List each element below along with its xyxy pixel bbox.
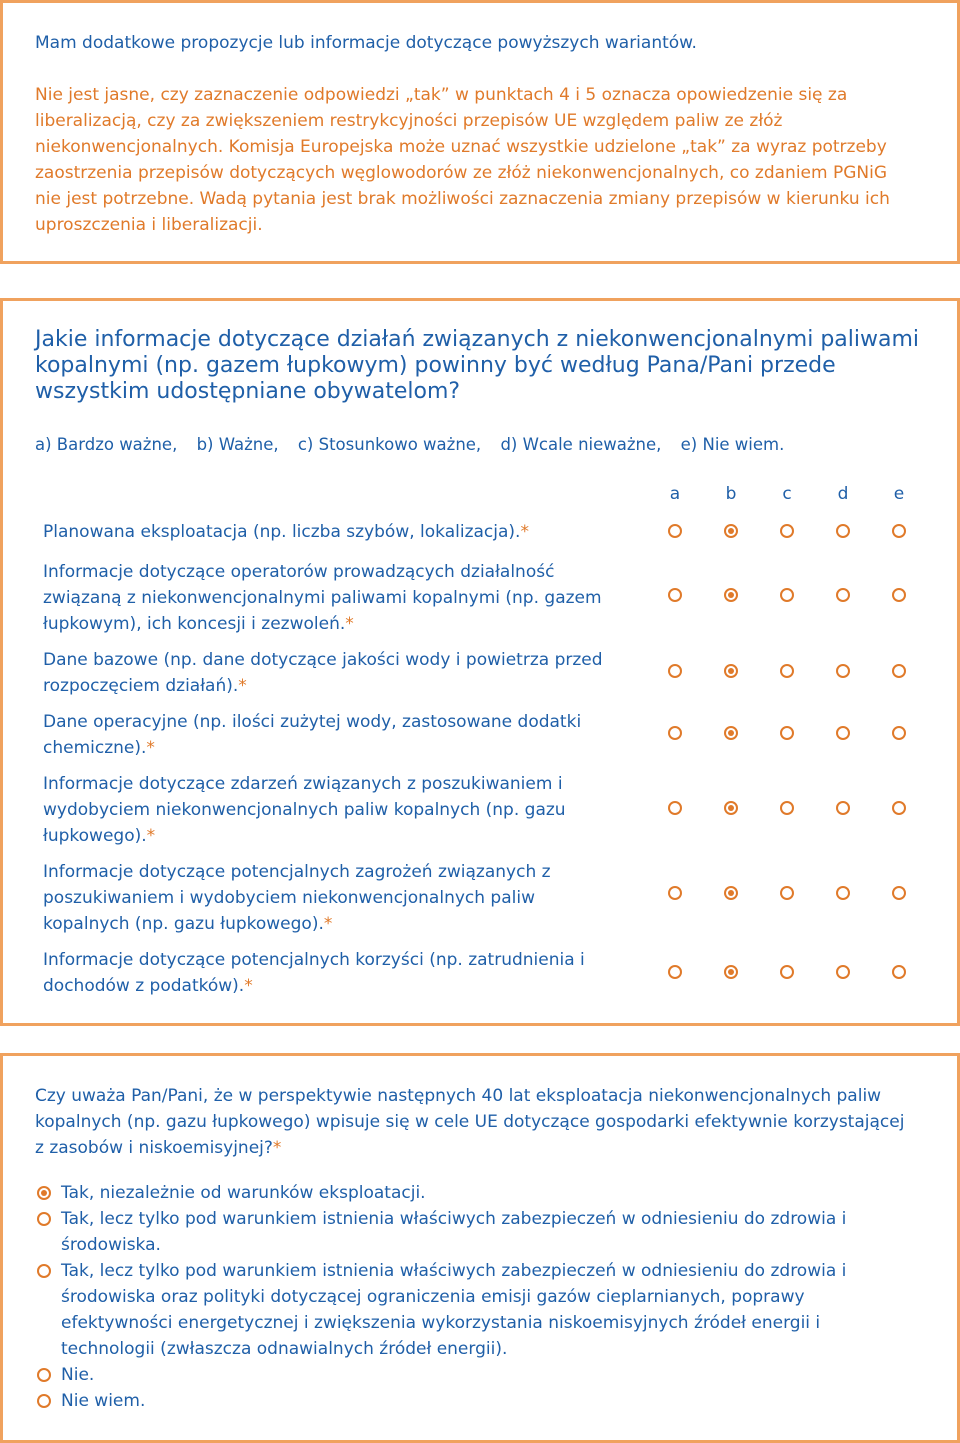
comment-part-2: Komisja Europejska może uznać wszystkie udzielone „tak” za wyraz potrzeby zaostrzenia przepisów dotyczących węglowodorów ze złóż niekonwencjonalnych, co zdaniem PGNiG nie jest potrzebne. xyxy=(35,137,888,209)
column-head-a: a xyxy=(669,484,681,504)
radio-a[interactable] xyxy=(668,965,682,979)
required-mark: * xyxy=(146,738,155,758)
scale-e: e) Nie wiem. xyxy=(680,435,785,454)
question-row xyxy=(43,947,613,999)
radio-c[interactable] xyxy=(780,886,794,900)
row-label: Informacje dotyczące zdarzeń związanych z poszukiwaniem i wydobyciem niekonwencjonalnych paliw kopalnych (np. gazu łupkowego). xyxy=(43,774,566,846)
additional-info-heading: Mam dodatkowe propozycje lub informacje dotyczące powyższych wariantów. xyxy=(35,33,697,53)
radio-e[interactable] xyxy=(892,664,906,678)
row-label: Informacje dotyczące potencjalnych zagrożeń związanych z poszukiwaniem i wydobyciem niekonwencjonalnych paliw kopalnych (np. gazu łupkowego). xyxy=(43,862,551,934)
radio-d[interactable] xyxy=(836,965,850,979)
radio-c[interactable] xyxy=(780,588,794,602)
radio-b[interactable] xyxy=(724,965,738,979)
radio-d[interactable] xyxy=(836,664,850,678)
radio-b[interactable] xyxy=(724,801,738,815)
row-label: Planowana eksploatacja (np. liczba szybów, lokalizacja). xyxy=(43,522,521,542)
radio-a[interactable] xyxy=(668,664,682,678)
column-head-b: b xyxy=(725,484,737,504)
answer-option: Tak, lecz tylko pod warunkiem istnienia właściwych zabezpieczeń w odniesieniu do zdrowia i środowiska. xyxy=(61,1209,847,1255)
comment-part-3: Wadą pytania jest brak możliwości zaznaczenia zmiany przepisów w kierunku ich uproszczenia i liberalizacji. xyxy=(35,189,890,235)
eu-goals-question-text: Czy uważa Pan/Pani, że w perspektywie następnych 40 lat eksploatacja niekonwencjonalnych paliw kopalnych (np. gazu łupkowego) wpisuje się w cele UE dotyczące gospodarki efektywnie korzystającej z zasobów i niskoemisyjnej? xyxy=(35,1086,905,1158)
answer-option-radio[interactable] xyxy=(37,1264,51,1278)
answer-option-radio[interactable] xyxy=(37,1212,51,1226)
row-label: Dane operacyjne (np. ilości zużytej wody, zastosowane dodatki chemiczne). xyxy=(43,712,582,758)
radio-d[interactable] xyxy=(836,588,850,602)
answer-option: Tak, niezależnie od warunków eksploatacji. xyxy=(61,1183,426,1203)
answer-option-radio[interactable] xyxy=(37,1186,51,1200)
question-heading: Jakie informacje dotyczące działań związanych z niekonwencjonalnymi paliwami kopalnymi (np. gazem łupkowym) powinny być według Pana/Pani przede wszystkim udostępniane obywatelom? xyxy=(35,327,920,404)
scale-a: a) Bardzo ważne, xyxy=(35,435,178,454)
scale-d: d) Wcale nieważne, xyxy=(500,435,662,454)
radio-a[interactable] xyxy=(668,886,682,900)
radio-d[interactable] xyxy=(836,886,850,900)
answer-option: Nie. xyxy=(61,1365,95,1385)
column-head-d: d xyxy=(837,484,849,504)
question-row xyxy=(43,859,613,937)
additional-info-box xyxy=(0,0,960,264)
radio-b[interactable] xyxy=(724,726,738,740)
radio-e[interactable] xyxy=(892,886,906,900)
radio-d[interactable] xyxy=(836,726,850,740)
row-label: Informacje dotyczące potencjalnych korzyści (np. zatrudnienia i dochodów z podatków). xyxy=(43,950,585,996)
eu-goals-box xyxy=(0,1053,960,1443)
required-mark: * xyxy=(238,676,247,696)
information-priority-box xyxy=(0,298,960,1026)
radio-e[interactable] xyxy=(892,965,906,979)
radio-c[interactable] xyxy=(780,726,794,740)
column-head-e: e xyxy=(893,484,905,504)
required-mark: * xyxy=(272,1138,282,1158)
radio-d[interactable] xyxy=(836,524,850,538)
question-row xyxy=(43,559,613,637)
row-label: Dane bazowe (np. dane dotyczące jakości wody i powietrza przed rozpoczęciem działań). xyxy=(43,650,603,696)
radio-c[interactable] xyxy=(780,965,794,979)
answer-option: Tak, lecz tylko pod warunkiem istnienia właściwych zabezpieczeń w odniesieniu do zdrowia i środowiska oraz polityki dotyczącej ograniczenia emisji gazów cieplarnianych, poprawy efektywności energetycznej i zwiększenia wykorzystania niskoemisyjnych źródeł energii i technologii (zwłaszcza odnawialnych źródeł energii). xyxy=(61,1261,847,1359)
required-mark: * xyxy=(323,914,333,934)
answer-option-radio[interactable] xyxy=(37,1394,51,1408)
comment-part-1: Nie jest jasne, czy zaznaczenie odpowiedzi „tak” w punktach 4 i 5 oznacza opowiedzenie się za liberalizacją, czy za zwiększeniem restrykcyjności przepisów UE względem paliw ze złóż niekonwencjonalnych. xyxy=(35,85,848,157)
column-head-c: c xyxy=(782,484,792,504)
radio-a[interactable] xyxy=(668,801,682,815)
required-mark: * xyxy=(146,826,156,846)
radio-a[interactable] xyxy=(668,524,682,538)
radio-e[interactable] xyxy=(892,726,906,740)
answer-option: Nie wiem. xyxy=(61,1391,146,1411)
radio-e[interactable] xyxy=(892,588,906,602)
radio-b[interactable] xyxy=(724,664,738,678)
radio-a[interactable] xyxy=(668,588,682,602)
answer-option-radio[interactable] xyxy=(37,1368,51,1382)
additional-info-comment xyxy=(35,82,915,238)
radio-e[interactable] xyxy=(892,524,906,538)
rating-scale-legend xyxy=(35,432,798,458)
radio-d[interactable] xyxy=(836,801,850,815)
scale-c: c) Stosunkowo ważne, xyxy=(297,435,482,454)
question-row xyxy=(43,709,613,761)
required-mark: * xyxy=(244,976,253,996)
radio-c[interactable] xyxy=(780,524,794,538)
radio-e[interactable] xyxy=(892,801,906,815)
radio-c[interactable] xyxy=(780,801,794,815)
radio-b[interactable] xyxy=(724,524,738,538)
question-row xyxy=(43,771,613,849)
question-row xyxy=(43,647,613,699)
required-mark: * xyxy=(345,614,354,634)
radio-b[interactable] xyxy=(724,886,738,900)
required-mark: * xyxy=(520,522,529,542)
radio-c[interactable] xyxy=(780,664,794,678)
row-label: Informacje dotyczące operatorów prowadzących działalność związaną z niekonwencjonalnymi paliwami kopalnymi (np. gazem łupkowym), ich koncesji i zezwoleń. xyxy=(43,562,602,634)
radio-a[interactable] xyxy=(668,726,682,740)
eu-goals-question xyxy=(35,1083,915,1161)
radio-b[interactable] xyxy=(724,588,738,602)
question-row xyxy=(43,519,613,545)
scale-b: b) Ważne, xyxy=(196,435,279,454)
